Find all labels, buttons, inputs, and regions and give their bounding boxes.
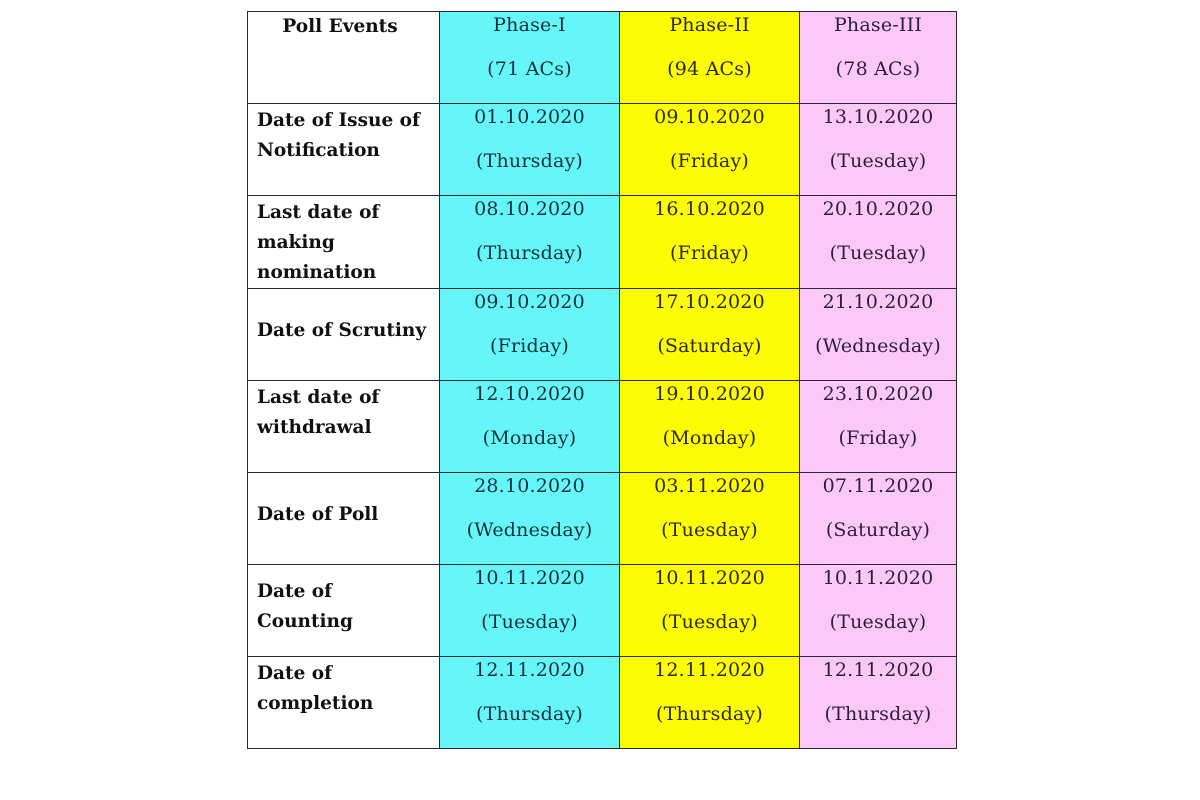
date: 07.11.2020 — [822, 475, 934, 497]
date: 23.10.2020 — [822, 383, 934, 405]
weekday: (Saturday) — [825, 519, 931, 541]
date: 20.10.2020 — [822, 198, 934, 220]
date: 17.10.2020 — [654, 291, 765, 313]
date: 19.10.2020 — [654, 383, 765, 405]
weekday: (Thursday) — [475, 150, 584, 172]
table-row — [248, 289, 957, 381]
date: 01.10.2020 — [474, 106, 585, 128]
date: 09.10.2020 — [654, 106, 765, 128]
poll-schedule-table — [247, 11, 957, 749]
event-label-line: making — [257, 232, 335, 253]
date: 10.11.2020 — [474, 567, 585, 589]
event-label — [257, 196, 433, 288]
date: 12.11.2020 — [654, 659, 765, 681]
event-label-line: Date of Poll — [257, 504, 379, 525]
date: 12.10.2020 — [474, 383, 585, 405]
phase-constituencies: (94 ACs) — [667, 58, 752, 80]
phase-constituencies: (71 ACs) — [487, 58, 572, 80]
phase-3-value — [800, 104, 957, 196]
table-row — [248, 565, 957, 657]
date: 08.10.2020 — [474, 198, 585, 220]
phase-2-value — [620, 473, 800, 565]
event-label-line: completion — [257, 693, 374, 714]
event-label — [257, 469, 433, 561]
date: 12.11.2020 — [822, 659, 934, 681]
phase-1-value — [440, 196, 620, 289]
phase-1-value — [440, 473, 620, 565]
phase-2-value — [620, 565, 800, 657]
header-phase-1 — [440, 12, 620, 104]
date: 10.11.2020 — [654, 567, 765, 589]
event-label — [257, 104, 433, 166]
weekday: (Friday) — [838, 427, 918, 449]
weekday: (Tuesday) — [829, 242, 927, 264]
weekday: (Tuesday) — [481, 611, 578, 633]
weekday: (Friday) — [490, 335, 569, 357]
event-label-cell — [248, 196, 440, 289]
weekday: (Tuesday) — [661, 611, 758, 633]
phase-1-value — [440, 657, 620, 749]
event-label-line: Last date of — [257, 387, 380, 408]
table-row — [248, 657, 957, 749]
table-row — [248, 104, 957, 196]
date: 16.10.2020 — [654, 198, 765, 220]
weekday: (Saturday) — [657, 335, 762, 357]
phase-2-value — [620, 657, 800, 749]
event-label-cell — [248, 289, 440, 381]
weekday: (Friday) — [670, 242, 749, 264]
table-row — [248, 473, 957, 565]
phase-3-value — [800, 289, 957, 381]
phase-1-value — [440, 565, 620, 657]
weekday: (Thursday) — [475, 242, 584, 264]
phase-3-value — [800, 196, 957, 289]
event-label-line: withdrawal — [257, 417, 372, 438]
event-label — [257, 285, 433, 377]
phase-name: Phase-I — [493, 14, 566, 36]
weekday: (Wednesday) — [466, 519, 593, 541]
event-label-line: Date of — [257, 663, 333, 684]
date: 12.11.2020 — [474, 659, 585, 681]
phase-2-value — [620, 381, 800, 473]
event-label-cell — [248, 473, 440, 565]
weekday: (Thursday) — [824, 703, 932, 725]
date: 21.10.2020 — [822, 291, 934, 313]
weekday: (Friday) — [670, 150, 749, 172]
date: 03.11.2020 — [654, 475, 765, 497]
event-label-line: nomination — [257, 262, 377, 283]
phase-2-value — [620, 104, 800, 196]
phase-3-value — [800, 565, 957, 657]
header-phase-3 — [800, 12, 957, 104]
weekday: (Wednesday) — [815, 335, 941, 357]
weekday: (Tuesday) — [661, 519, 758, 541]
date: 28.10.2020 — [474, 475, 585, 497]
header-label: Poll Events — [282, 16, 398, 37]
phase-3-value — [800, 657, 957, 749]
table-row — [248, 381, 957, 473]
weekday: (Thursday) — [655, 703, 764, 725]
header-poll-events — [248, 12, 440, 104]
date: 10.11.2020 — [822, 567, 934, 589]
phase-2-value — [620, 289, 800, 381]
phase-1-value — [440, 289, 620, 381]
event-label-line: Date of Scrutiny — [257, 320, 427, 341]
date: 13.10.2020 — [822, 106, 934, 128]
weekday: (Monday) — [482, 427, 577, 449]
header-phase-2 — [620, 12, 800, 104]
phase-3-value — [800, 381, 957, 473]
weekday: (Tuesday) — [829, 150, 927, 172]
event-label-line: Notification — [257, 140, 380, 161]
phase-1-value — [440, 381, 620, 473]
phase-2-value — [620, 196, 800, 289]
event-label-cell — [248, 657, 440, 749]
event-label-line: Date of Counting — [257, 581, 353, 632]
weekday: (Thursday) — [475, 703, 584, 725]
date: 09.10.2020 — [474, 291, 585, 313]
event-label-cell — [248, 381, 440, 473]
event-label-cell — [248, 565, 440, 657]
event-label-cell — [248, 104, 440, 196]
phase-3-value — [800, 473, 957, 565]
phase-name: Phase-II — [669, 14, 750, 36]
header-row — [248, 12, 957, 104]
phase-1-value — [440, 104, 620, 196]
event-label — [257, 657, 433, 719]
event-label-line: Last date of — [257, 202, 380, 223]
weekday: (Monday) — [662, 427, 757, 449]
phase-constituencies: (78 ACs) — [835, 58, 921, 80]
table-row — [248, 196, 957, 289]
event-label-line: Date of Issue of — [257, 110, 420, 131]
weekday: (Tuesday) — [829, 611, 927, 633]
event-label — [257, 561, 433, 653]
event-label — [257, 381, 433, 443]
phase-name: Phase-III — [833, 14, 923, 36]
